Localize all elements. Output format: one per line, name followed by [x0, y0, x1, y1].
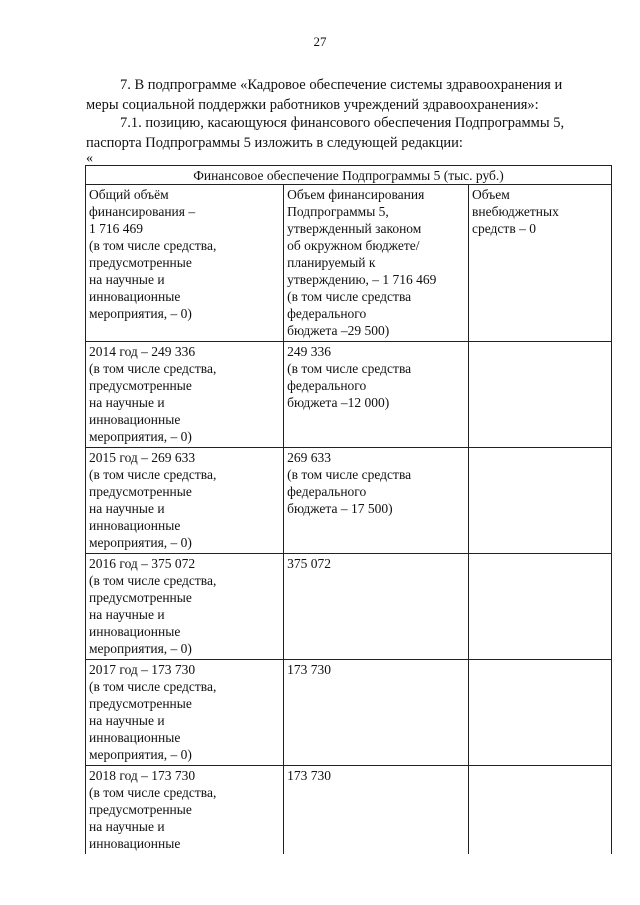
cell-text-line: финансирования –	[89, 204, 196, 219]
cell-text-line: федерального	[287, 306, 367, 321]
paragraph-line: меры социальной поддержки работников учреждений здравоохранения»:	[86, 97, 539, 113]
cell-text-line: об окружном бюджете/	[287, 238, 420, 253]
opening-quote-mark: «	[86, 151, 93, 166]
paragraph-line: паспорта Подпрограммы 5 изложить в следующей редакции:	[86, 135, 463, 151]
cell-text-line: 375 072	[287, 556, 332, 571]
cell-text-line: (в том числе средства,	[89, 238, 217, 253]
cell-text-line: бюджета – 17 500)	[287, 501, 393, 516]
table-cell-col2	[284, 448, 469, 554]
cell-text-line: на научные и	[89, 713, 165, 728]
table-cell-col3	[469, 554, 612, 660]
table-caption-row	[86, 166, 612, 185]
table-row	[86, 766, 612, 855]
cell-text-line: бюджета –29 500)	[287, 323, 390, 338]
table-cell-col3	[469, 342, 612, 448]
cell-text-line: предусмотренные	[89, 802, 192, 817]
cell-text-line: (в том числе средства,	[89, 467, 217, 482]
cell-text-line: 2016 год – 375 072	[89, 556, 196, 571]
table-cell-col3	[469, 448, 612, 554]
paragraph-line: 7. В подпрограмме «Кадровое обеспечение системы здравоохранения и	[120, 77, 563, 93]
cell-text-line: предусмотренные	[89, 484, 192, 499]
cell-text-line: (в том числе средства	[287, 289, 412, 304]
cell-text-line: внебюджетных	[472, 204, 559, 219]
table-row	[86, 554, 612, 660]
cell-text-line: на научные и	[89, 272, 165, 287]
cell-text-line: инновационные	[89, 412, 181, 427]
paragraph-item-7	[86, 75, 612, 115]
paragraph-item-7-1	[86, 113, 612, 153]
table-cell-col3	[469, 660, 612, 766]
cell-text-line: Подпрограммы 5,	[287, 204, 389, 219]
table-cell-col1	[86, 554, 284, 660]
cell-text-line: утверждению, – 1 716 469	[287, 272, 437, 287]
page-number: 27	[313, 34, 327, 49]
table-cell-col1	[86, 766, 284, 855]
cell-text-line: мероприятия, – 0)	[89, 306, 192, 321]
table-cell-col2	[284, 660, 469, 766]
cell-text-line: инновационные	[89, 730, 181, 745]
table-cell-col1	[86, 185, 284, 342]
cell-text-line: 173 730	[287, 768, 332, 783]
cell-text-line: 1 716 469	[89, 221, 143, 236]
table-row	[86, 448, 612, 554]
cell-text-line: федерального	[287, 484, 367, 499]
table-cell-col3	[469, 185, 612, 342]
table-row	[86, 660, 612, 766]
cell-text-line: 269 633	[287, 450, 332, 465]
cell-text-line: (в том числе средства,	[89, 361, 217, 376]
table-cell-col3	[469, 766, 612, 855]
table-cell-col2	[284, 185, 469, 342]
cell-text-line: 2014 год – 249 336	[89, 344, 196, 359]
table-cell-col1	[86, 660, 284, 766]
cell-text-line: предусмотренные	[89, 590, 192, 605]
cell-text-line: мероприятия, – 0)	[89, 535, 192, 550]
cell-text-line: утвержденный законом	[287, 221, 422, 236]
table-cell-col2	[284, 766, 469, 855]
cell-text-line: (в том числе средства,	[89, 785, 217, 800]
cell-text-line: инновационные	[89, 624, 181, 639]
table-row	[86, 185, 612, 342]
cell-text-line: Объем финансирования	[287, 187, 425, 202]
cell-text-line: (в том числе средства	[287, 361, 412, 376]
table-cell-col1	[86, 448, 284, 554]
cell-text-line: (в том числе средства,	[89, 679, 217, 694]
cell-text-line: бюджета –12 000)	[287, 395, 390, 410]
table-row	[86, 342, 612, 448]
cell-text-line: предусмотренные	[89, 696, 192, 711]
paragraph-line: 7.1. позицию, касающуюся финансового обеспечения Подпрограммы 5,	[120, 115, 565, 131]
cell-text-line: Объем	[472, 187, 510, 202]
cell-text-line: предусмотренные	[89, 378, 192, 393]
table-cell-col1	[86, 342, 284, 448]
cell-text-line: на научные и	[89, 501, 165, 516]
cell-text-line: инновационные	[89, 518, 181, 533]
cell-text-line: (в том числе средства	[287, 467, 412, 482]
cell-text-line: 2018 год – 173 730	[89, 768, 196, 783]
cell-text-line: инновационные	[89, 836, 181, 851]
cell-text-line: мероприятия, – 0)	[89, 641, 192, 656]
cell-text-line: 2017 год – 173 730	[89, 662, 196, 677]
cell-text-line: предусмотренные	[89, 255, 192, 270]
cell-text-line: 249 336	[287, 344, 332, 359]
cell-text-line: инновационные	[89, 289, 181, 304]
cell-text-line: на научные и	[89, 819, 165, 834]
cell-text-line: мероприятия, – 0)	[89, 429, 192, 444]
cell-text-line: планируемый к	[287, 255, 376, 270]
table-cell-col2	[284, 342, 469, 448]
cell-text-line: средств – 0	[472, 221, 536, 236]
cell-text-line: 173 730	[287, 662, 332, 677]
cell-text-line: мероприятия, – 0)	[89, 747, 192, 762]
cell-text-line: 2015 год – 269 633	[89, 450, 196, 465]
table-cell-col2	[284, 554, 469, 660]
cell-text-line: федерального	[287, 378, 367, 393]
cell-text-line: на научные и	[89, 395, 165, 410]
cell-text-line: Общий объём	[89, 187, 169, 202]
cell-text-line: (в том числе средства,	[89, 573, 217, 588]
table-caption: Финансовое обеспечение Подпрограммы 5 (тыс. руб.)	[86, 166, 612, 185]
financing-table	[85, 165, 612, 854]
cell-text-line: на научные и	[89, 607, 165, 622]
